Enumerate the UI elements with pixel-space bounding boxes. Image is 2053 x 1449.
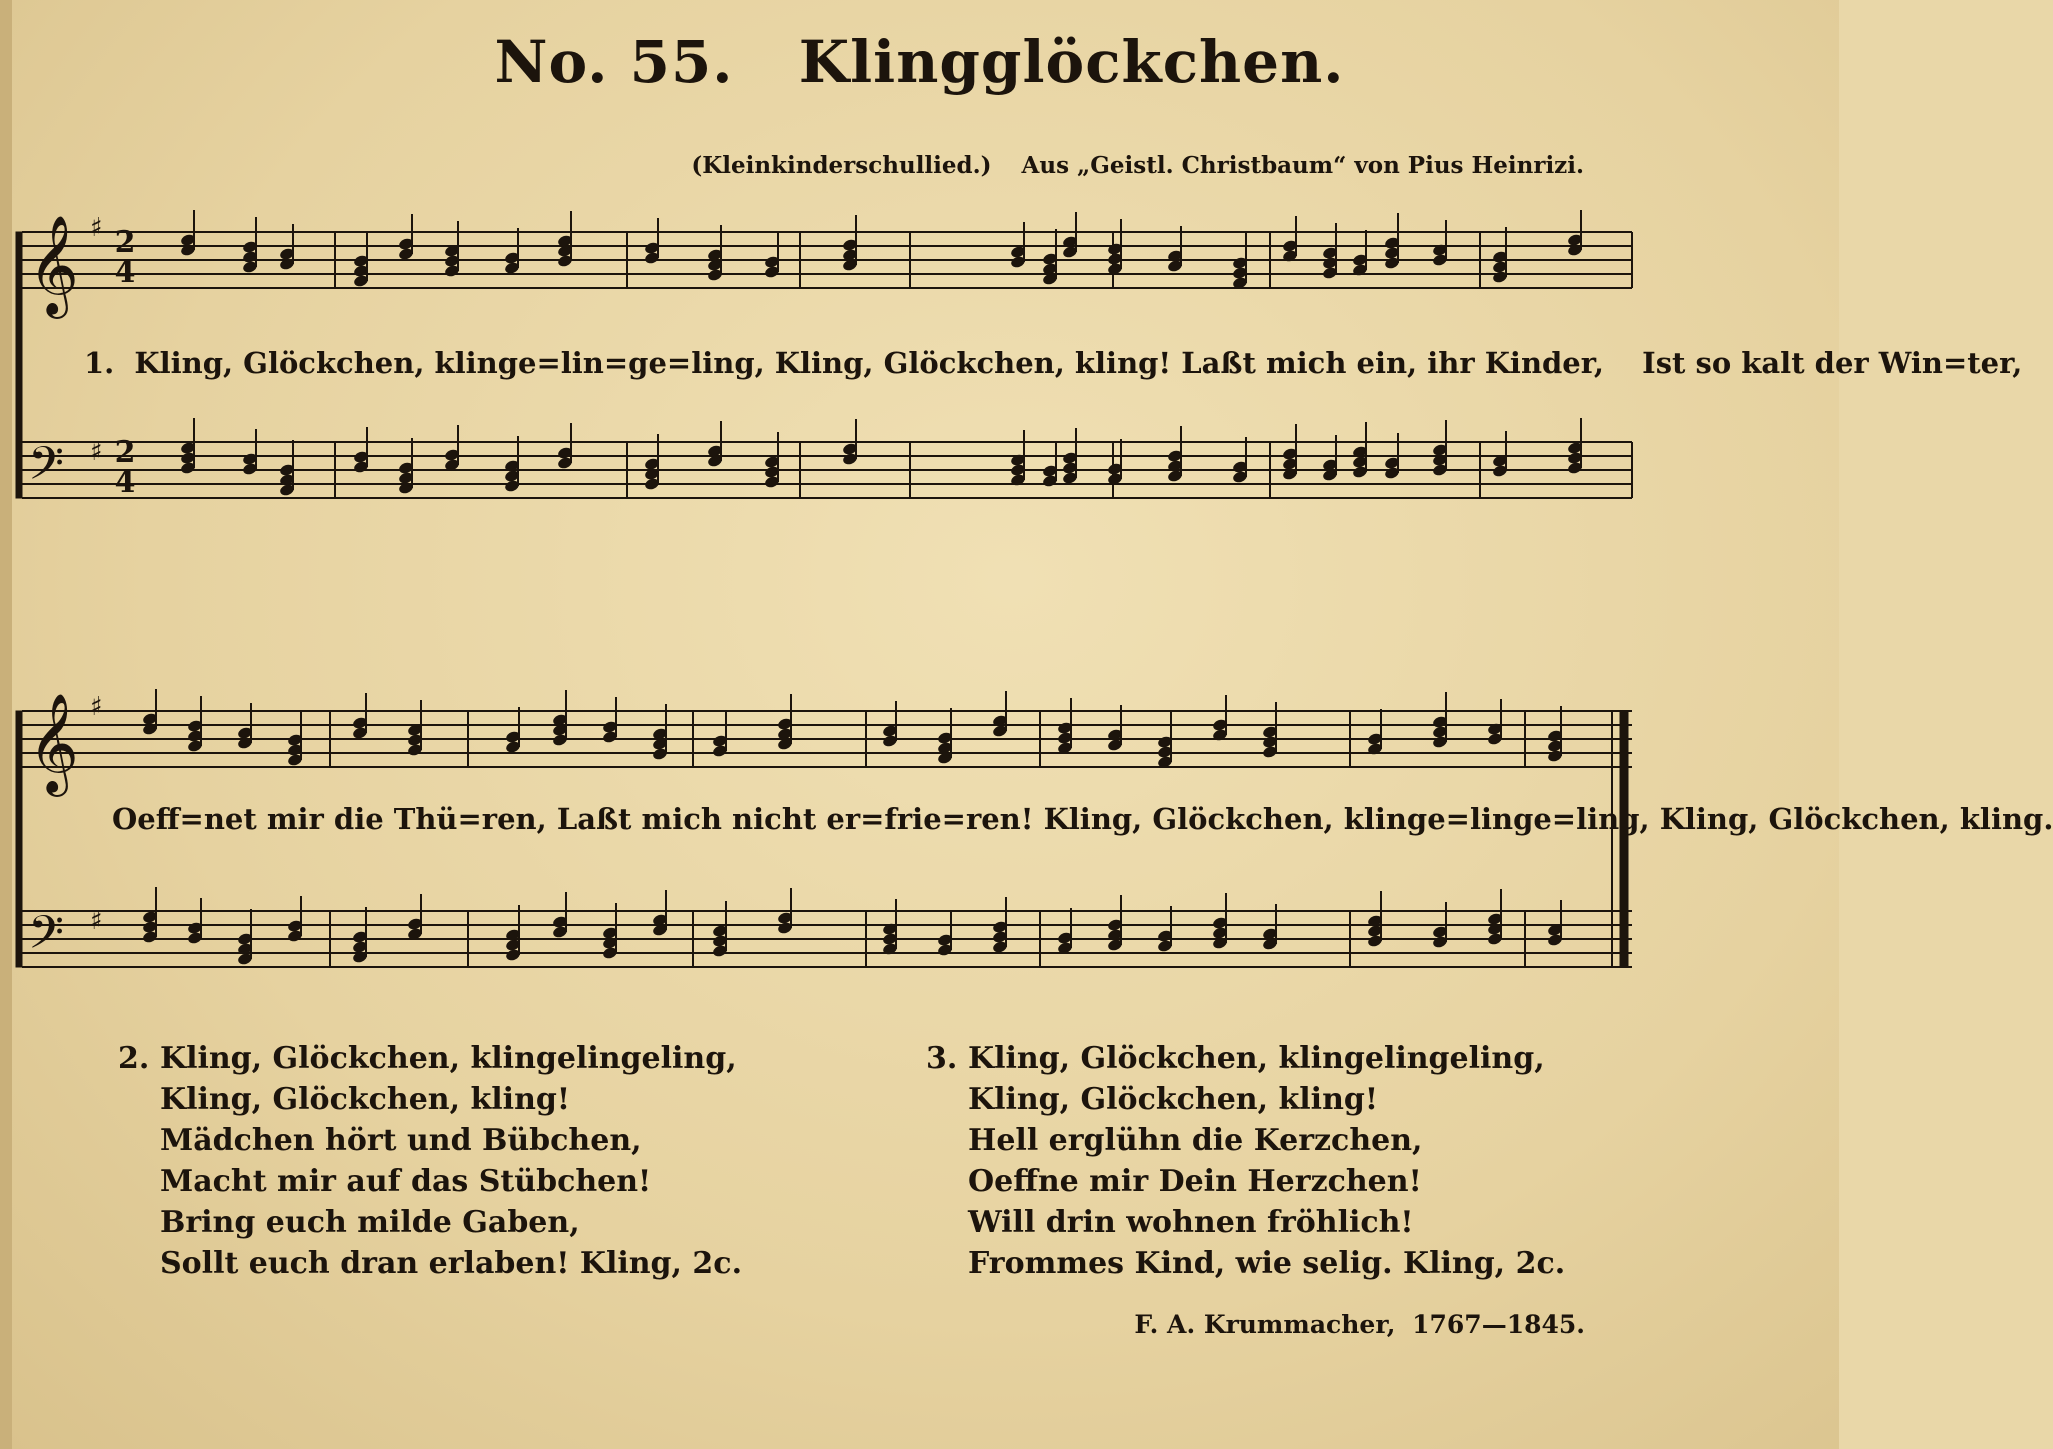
treble-clef-icon: 𝄞 [28,215,79,315]
verse-line: Will drin wohnen fröhlich! [968,1205,1414,1240]
bass-staff-2 [22,911,1632,967]
lyrics-line-1 [84,346,2022,380]
song-name: Klingglöckchen. [798,28,1345,96]
verse-line: Kling, Glöckchen, klingelingeling, [160,1041,737,1076]
song-subtitle: (Kleinkinderschullied.) [691,152,992,179]
song-origin: Aus „Geistl. Christbaum“ von Pius Heinrizi. [1021,152,1584,179]
verse-3 [926,1038,1566,1284]
time-lower: 4 [114,255,136,290]
time-upper: 2 [114,225,136,260]
lyric-segment: Ist so kalt der Win=ter, [1642,346,2023,380]
lyrics-line-2: Oeff=net mir die Thü=ren, Laßt mich nicht er=frie=ren! Kling, Glöckchen, klinge=linge=ling, Kling, Glöckchen, kling. [112,802,2053,836]
sharp-icon: ♯ [90,906,103,936]
notes-layer [142,210,1584,966]
author-name: F. A. Krummacher, [1134,1310,1396,1339]
author-years: 1767—1845. [1412,1310,1585,1339]
bass-clef-icon: 𝄢 [28,437,65,502]
system-bracket [16,711,22,967]
verse-line: Macht mir auf das Stübchen! [160,1164,652,1199]
verse-line: Frommes Kind, wie selig. Kling, 2c. [968,1246,1566,1281]
verse-line: Kling, Glöckchen, klingelingeling, [968,1041,1545,1076]
verse-line: Sollt euch dran erlaben! Kling, 2c. [160,1246,743,1281]
bass-clef-icon: 𝄢 [28,906,65,971]
time-lower: 4 [114,465,136,500]
verse-line: Bring euch milde Gaben, [160,1205,580,1240]
final-barline [1620,711,1628,967]
author-credit [1126,1310,1585,1339]
verse-number: 3. [926,1041,958,1076]
verse-line: Kling, Glöckchen, kling! [968,1082,1379,1117]
system-bracket [16,232,22,498]
verse-line: Mädchen hört und Bübchen, [160,1123,642,1158]
time-upper: 2 [114,435,136,470]
verse-line: Hell erglühn die Kerzchen, [968,1123,1423,1158]
verse-number: 1. [84,346,115,380]
lyric-segment: Kling, Glöckchen, klinge=lin=ge=ling, Kling, Glöckchen, kling! Laßt mich ein, ihr Kinder, [134,346,1605,380]
time-signature-treble [112,225,138,290]
verse-line: Kling, Glöckchen, kling! [160,1082,571,1117]
verse-line: Oeffne mir Dein Herzchen! [968,1164,1422,1199]
sharp-icon: ♯ [90,213,103,243]
sharp-icon: ♯ [90,692,103,722]
treble-staff-2 [22,711,1632,767]
song-number: No. 55. [494,28,734,96]
verse-number: 2. [118,1041,150,1076]
sharp-icon: ♯ [90,437,103,467]
verse-2 [118,1038,743,1284]
treble-clef-icon: 𝄞 [28,693,79,793]
time-signature-bass [112,435,138,500]
